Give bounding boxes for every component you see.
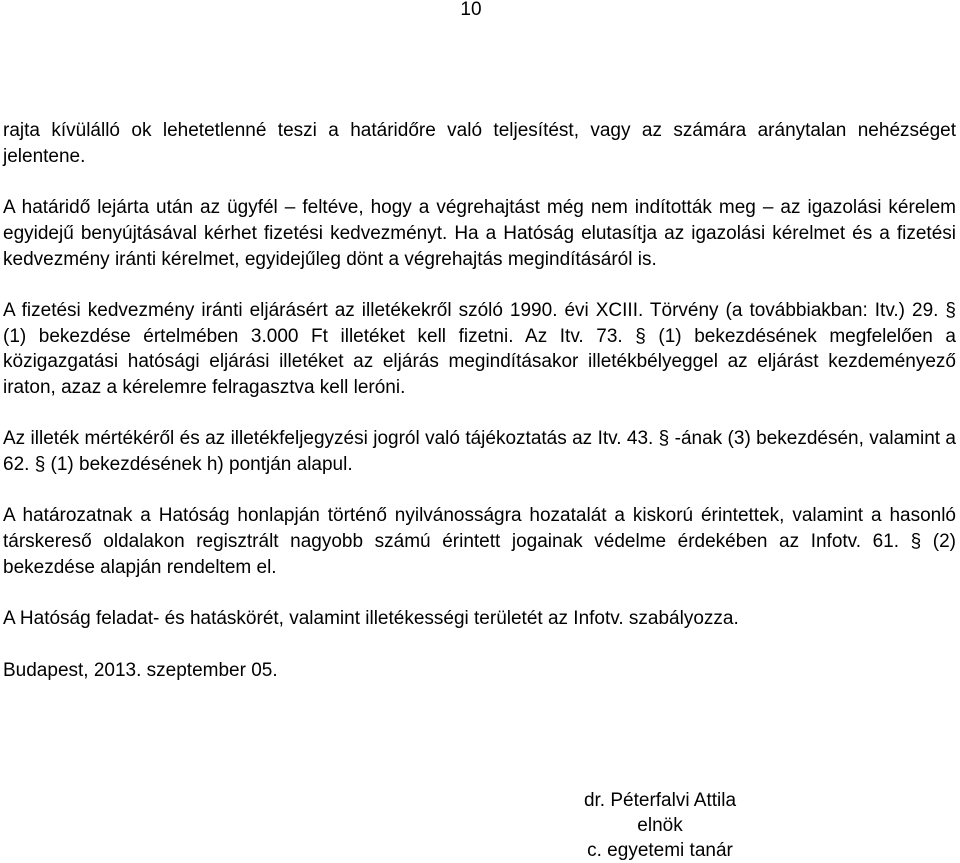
signature-block (540, 788, 780, 863)
document-body (3, 118, 956, 709)
signatory-title: elnök (637, 815, 683, 836)
paragraph-continuation: rajta kívülálló ok lehetetlenné teszi a határidőre való teljesítést, vagy az számára aránytalan nehézséget jelentene. (3, 120, 956, 167)
paragraph-deadline-expiry: A határidő lejárta után az ügyfél – feltéve, hogy a végrehajtást még nem indították meg – az igazolási kérelem egyidejű benyújtásával kérhet fizetési kedvezményt. Ha a Hatóság elutasítja az igazolási kérelmet és a fizetési kedvezmény iránti kérelmet, egyidejűleg dönt a végrehajtás megindításáról is. (3, 197, 956, 270)
signatory-rank: c. egyetemi tanár (587, 840, 733, 861)
page-number: 10 (460, 0, 482, 20)
paragraph-publication: A határozatnak a Hatóság honlapján történő nyilvánosságra hozatalát a kiskorú érintettek, valamint a hasonló társkereső oldalakon regisztrált nagyobb számú érintett jogainak védelme érdekében az Infotv. 61. § (2) bekezdése alapján rendeltem el. (3, 505, 956, 578)
signatory-name: dr. Péterfalvi Attila (583, 790, 737, 811)
paragraph-fee-information: Az illeték mértékéről és az illetékfeljegyzési jogról való tájékoztatás az Itv. 43. § -ának (3) bekezdésén, valamint a 62. § (1) bekezdésének h) pontján alapul. (3, 428, 956, 476)
paragraph-fee-payment: A fizetési kedvezmény iránti eljárásért az illetékekről szóló 1990. évi XCIII. Törvény (a továbbiakban: Itv.) 29. § (1) bekezdése értelmében 3.000 Ft illetéket kell fizetni. Az Itv. 73. § (1) bekezdésének megfelelően a közigazgatási hatósági eljárási illetéket az eljárás megindításakor illetékbélyeggel az eljárást kezdeményező iraton, azaz a kérelemre felragasztva kell leróni. (3, 299, 956, 398)
date-line: Budapest, 2013. szeptember 05. (3, 659, 278, 681)
paragraph-competence: A Hatóság feladat- és hatáskörét, valamint illetékességi területét az Infotv. szabályozza. (3, 608, 739, 630)
